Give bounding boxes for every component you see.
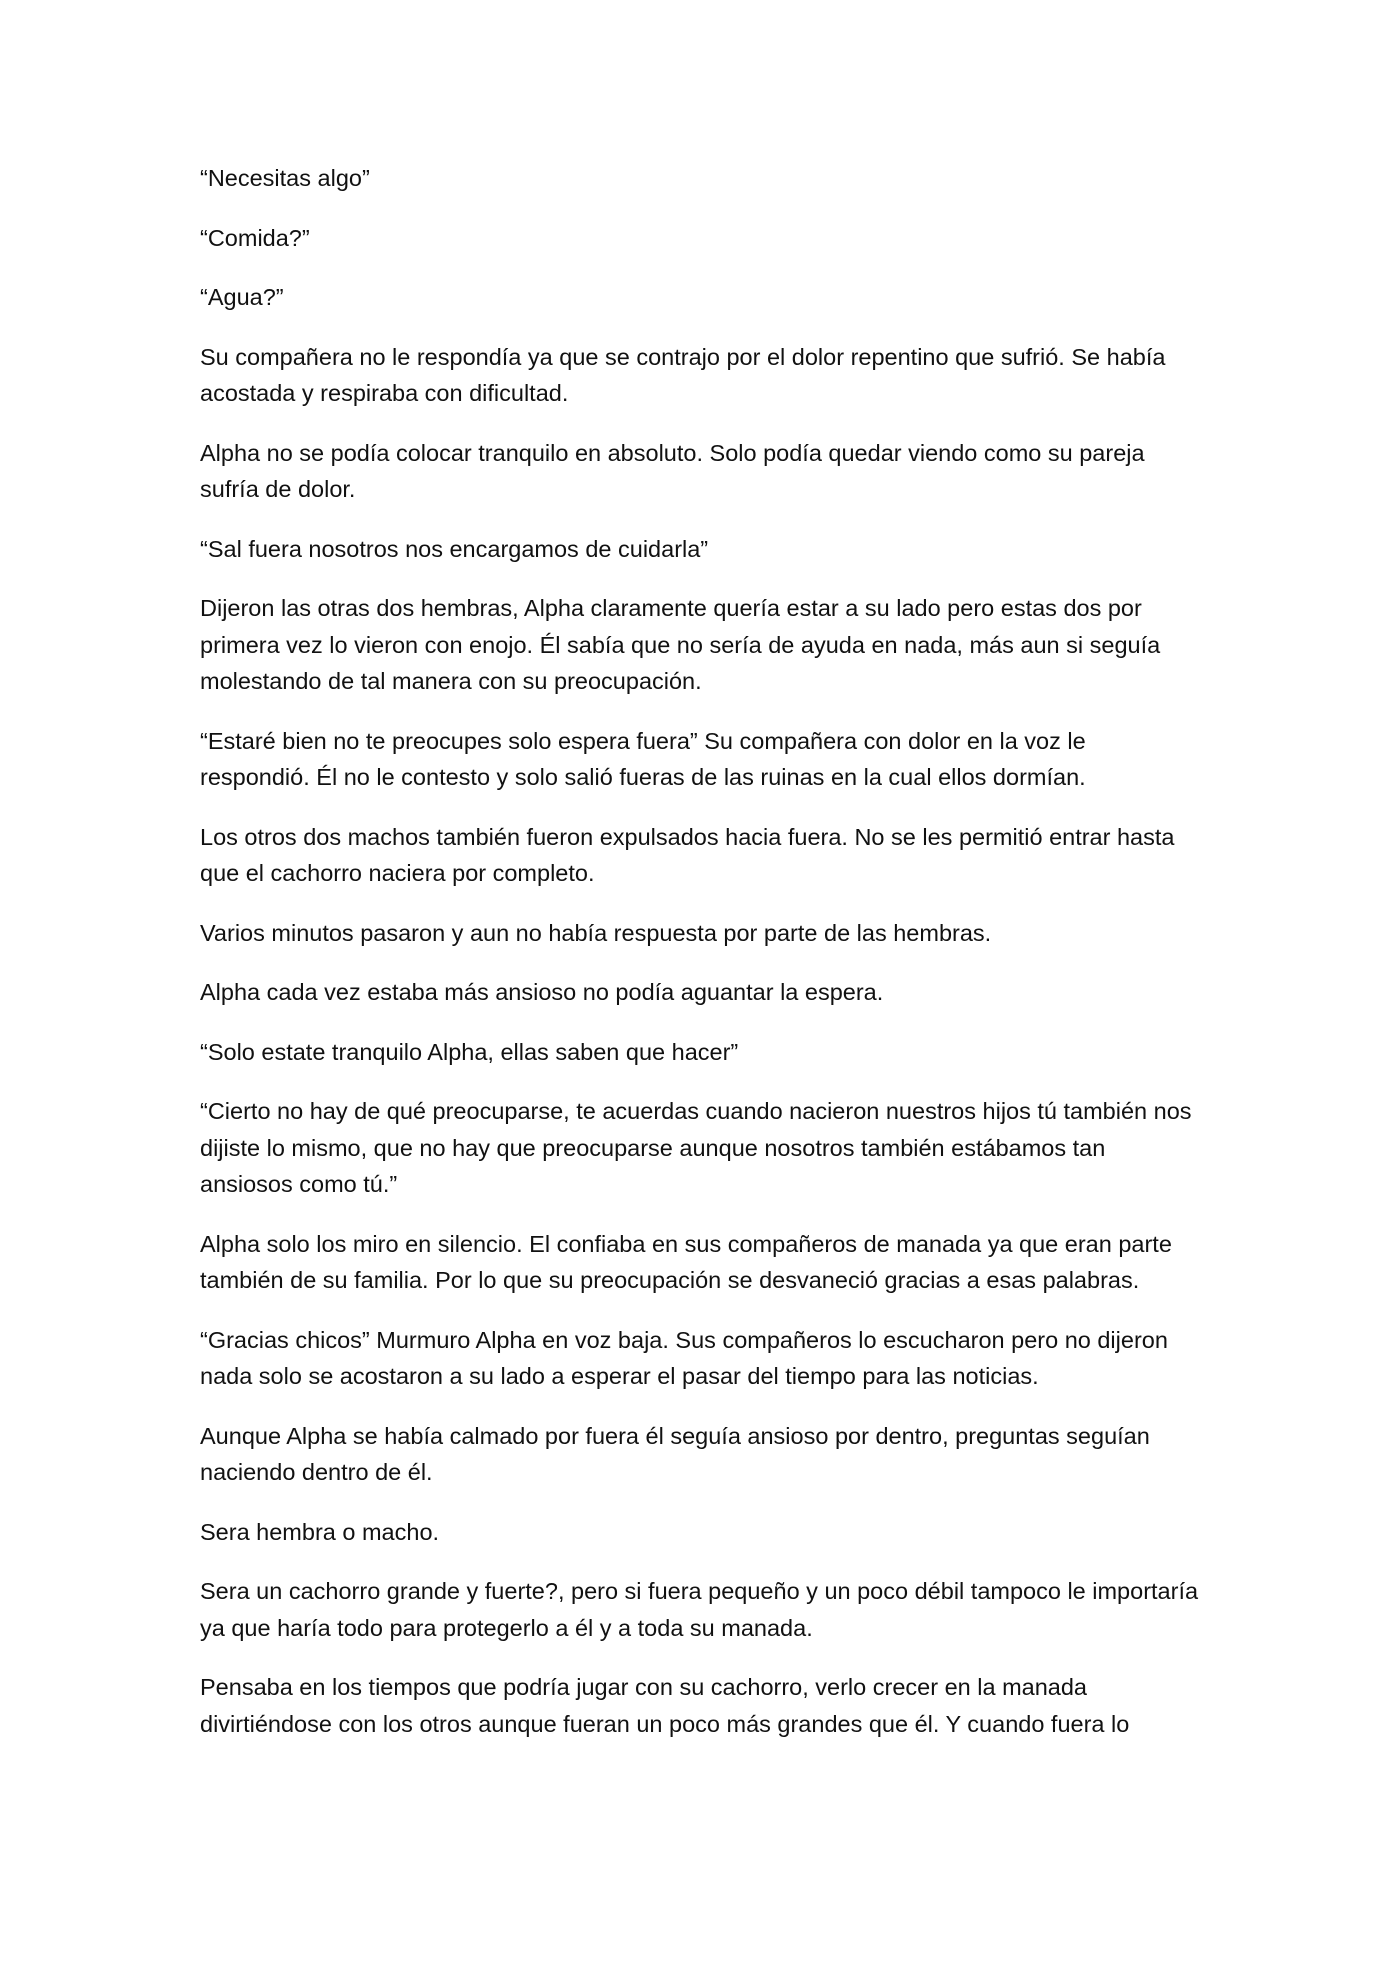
paragraph: “Estaré bien no te preocupes solo espera fuera” Su compañera con dolor en la voz le respondió. Él no le contesto y solo salió fueras de las ruinas en la cual ellos dormían.	[200, 727, 1086, 790]
paragraph: Su compañera no le respondía ya que se contrajo por el dolor repentino que sufrió. Se había acostada y respiraba con dificultad.	[200, 343, 1166, 406]
paragraph: “Gracias chicos” Murmuro Alpha en voz baja. Sus compañeros lo escucharon pero no dijeron nada solo se acostaron a su lado a esperar el pasar del tiempo para las noticias.	[200, 1326, 1168, 1389]
paragraph: Pensaba en los tiempos que podría jugar con su cachorro, verlo crecer en la manada divirtiéndose con los otros aunque fueran un poco más grandes que él. Y cuando fuera lo	[200, 1674, 1130, 1737]
paragraph-dialogue-2: “Comida?”	[200, 224, 310, 251]
paragraph-dialogue-3: “Agua?”	[200, 284, 284, 310]
paragraph: Alpha no se podía colocar tranquilo en absoluto. Solo podía quedar viendo como su pareja sufría de dolor.	[200, 439, 1145, 502]
paragraph: Sera un cachorro grande y fuerte?, pero si fuera pequeño y un poco débil tampoco le importaría ya que haría todo para protegerlo a él y a toda su manada.	[200, 1578, 1199, 1641]
paragraph: “Solo estate tranquilo Alpha, ellas saben que hacer”	[200, 1038, 739, 1065]
paragraph: “Cierto no hay de qué preocuparse, te acuerdas cuando nacieron nuestros hijos tú también nos dijiste lo mismo, que no hay que preocuparse aunque nosotros también estábamos tan ansiosos como tú.”	[200, 1098, 1192, 1197]
paragraph: Aunque Alpha se había calmado por fuera él seguía ansioso por dentro, preguntas seguían naciendo dentro de él.	[200, 1422, 1150, 1485]
paragraph-dialogue-1: “Necesitas algo”	[200, 165, 370, 191]
paragraph: Varios minutos pasaron y aun no había respuesta por parte de las hembras.	[200, 919, 992, 946]
paragraph: Alpha cada vez estaba más ansioso no podía aguantar la espera.	[200, 979, 884, 1005]
paragraph: Dijeron las otras dos hembras, Alpha claramente quería estar a su lado pero estas dos por primera vez lo vieron con enojo. Él sabía que no sería de ayuda en nada, más aun si seguía molestando de tal manera con su preocupación.	[200, 595, 1161, 694]
paragraph: Sera hembra o macho.	[200, 1518, 440, 1545]
paragraph: Los otros dos machos también fueron expulsados hacia fuera. No se les permitió entrar hasta que el cachorro naciera por completo.	[200, 823, 1175, 886]
paragraph: Alpha solo los miro en silencio. El confiaba en sus compañeros de manada ya que eran parte también de su familia. Por lo que su preocupación se desvaneció gracias a esas palabras.	[200, 1230, 1172, 1293]
document-body	[200, 160, 1200, 1765]
paragraph: “Sal fuera nosotros nos encargamos de cuidarla”	[200, 535, 709, 562]
